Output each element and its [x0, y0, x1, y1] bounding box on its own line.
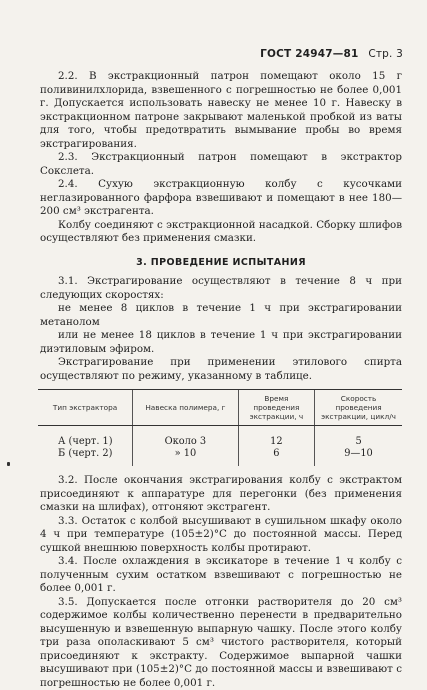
table-cell: Около 3 — [133, 426, 239, 449]
table-cell: 5 — [315, 426, 402, 449]
speed-ether: или не менее 18 циклов в течение 1 ч при экстрагировании диэтиловым эфиром. — [40, 329, 402, 356]
table-header-cell: Тип экстрактора — [38, 390, 133, 426]
paragraph-3-1: 3.1. Экстрагирование осуществляют в течение 8 ч при следующих скоростях: — [40, 275, 402, 302]
table-cell: А (черт. 1) — [38, 426, 133, 449]
table-cell: 6 — [238, 448, 314, 466]
table-header-cell: Навеска полимера, г — [133, 390, 239, 426]
paragraph-3-2: 3.2. После окончания экстрагирования колбу с экстрактом присоединяют к аппаратуре для перегонки (без применения смазки на шлифах), отгоняют экстрагент. — [40, 474, 402, 515]
table-header-cell: Время проведения экстракции, ч — [238, 390, 314, 426]
paragraph-3-5: 3.5. Допускается после отгонки растворителя до 20 см³ содержимое колбы количественно перенести в предварительно высушенную и взвешенную выпарную чашку. После этого колбу три раза ополаскивают 5 см³ чистого растворителя, который присоединяют к экстракту. Содержимое выпарной чашки высушивают при (105±2)°С до постоянной массы и взвешивают с погрешностью не более 0,001 г. — [40, 596, 402, 690]
table-cell: Б (черт. 2) — [38, 448, 133, 466]
paragraph-ethyl: Экстрагирование при применении этилового спирта осуществляют по режиму, указанному в таблице. — [40, 356, 402, 383]
paragraph-assembly: Колбу соединяют с экстракционной насадкой. Сборку шлифов осуществляют без применения смазки. — [40, 219, 402, 246]
paragraph-2-4: 2.4. Сухую экстракционную колбу с кусочками неглазированного фарфора взвешивают и помещают в нее 180—200 см³ экстрагента. — [40, 178, 402, 219]
document-body — [40, 70, 402, 690]
section-title: 3. ПРОВЕДЕНИЕ ИСПЫТАНИЯ — [40, 256, 402, 270]
paragraph-2-3: 2.3. Экстракционный патрон помещают в экстрактор Сокслета. — [40, 151, 402, 178]
paragraph-3-3: 3.3. Остаток с колбой высушивают в сушильном шкафу около 4 ч при температуре (105±2)°С до постоянной массы. Перед сушкой внешнюю поверхность колбы протирают. — [40, 515, 402, 556]
table-cell: » 10 — [133, 448, 239, 466]
standard-number: ГОСТ 24947—81 — [260, 48, 358, 60]
table-header-row — [38, 390, 402, 426]
table-cell: 9—10 — [315, 448, 402, 466]
extraction-table — [38, 389, 402, 466]
table-header-cell: Скорость проведения экстракции, цикл/ч — [315, 390, 402, 426]
table-cell: 12 — [238, 426, 314, 449]
speed-methanol: не менее 8 циклов в течение 1 ч при экстрагировании метанолом — [40, 302, 402, 329]
paragraph-3-4: 3.4. После охлаждения в эксикаторе в течение 1 ч колбу с полученным сухим остатком взвешивают с погрешностью не более 0,001 г. — [40, 555, 402, 596]
table-row — [38, 426, 402, 449]
paragraph-2-2: 2.2. В экстракционный патрон помещают около 15 г поливинилхлорида, взвешенного с погрешностью не более 0,001 г. Допускается использовать навеску не менее 10 г. Навеску в экстракционном патроне закрывают маленькой пробкой из ваты для того, чтобы предотвратить вымывание пробы во время экстрагирования. — [40, 70, 402, 151]
scan-speck — [7, 462, 10, 466]
page-number: Стр. 3 — [368, 48, 403, 60]
table-row — [38, 448, 402, 466]
page-header — [260, 48, 403, 60]
